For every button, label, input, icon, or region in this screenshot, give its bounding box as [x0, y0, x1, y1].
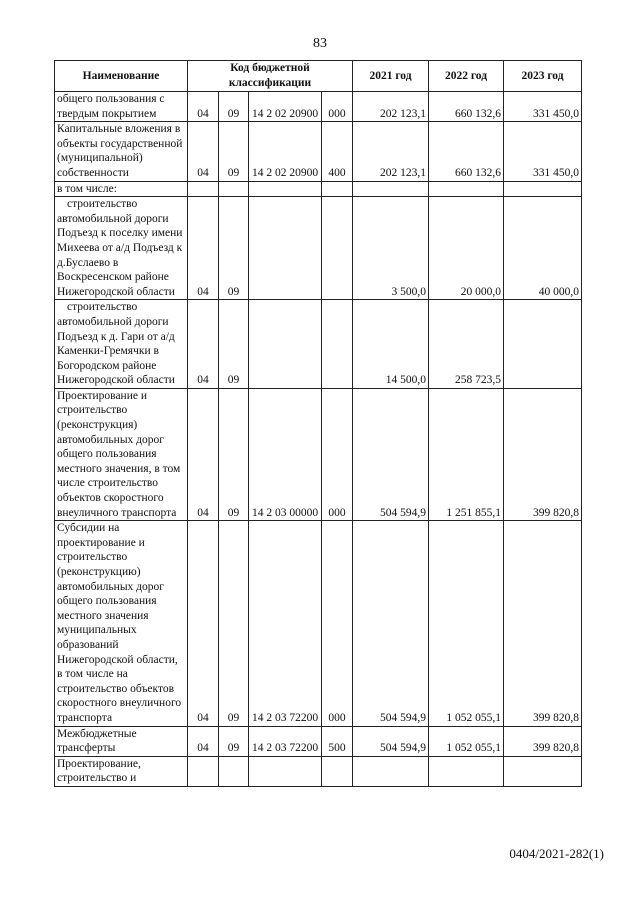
- row-name-cell: строительство автомобильной дороги Подъезд к поселку имени Михеева от а/д Подъезд к д.Буслаево в Воскресенском районе Нижегородской области: [55, 197, 188, 300]
- table-row: [55, 726, 582, 756]
- row-code-subsection-cell: [219, 181, 249, 197]
- row-code-subsection-cell: 09: [219, 388, 249, 520]
- row-value-2022-cell: 1 052 055,1: [429, 521, 504, 726]
- row-code-section-cell: [188, 181, 219, 197]
- table-row: [55, 300, 582, 389]
- row-name-cell: Капитальные вложения в объекты государственной (муниципальной) собственности: [55, 122, 188, 181]
- row-value-2023-cell: [504, 756, 582, 786]
- row-code-type-cell: [322, 300, 353, 389]
- row-name-cell: Проектирование и строительство (реконструкция) автомобильных дорог общего пользования местного значения, в том числе строительство объектов скоростного внеуличного транспорта: [55, 388, 188, 520]
- row-value-2023-cell: 331 450,0: [504, 122, 582, 181]
- row-code-subsection-cell: 09: [219, 521, 249, 726]
- row-code-section-cell: 04: [188, 122, 219, 181]
- row-code-article-cell: 14 2 03 00000: [249, 388, 322, 520]
- row-value-2021-cell: 504 594,9: [353, 521, 429, 726]
- row-code-section-cell: 04: [188, 726, 219, 756]
- row-code-subsection-cell: 09: [219, 726, 249, 756]
- row-value-2022-cell: 1 052 055,1: [429, 726, 504, 756]
- table-row: [55, 197, 582, 300]
- row-code-type-cell: [322, 197, 353, 300]
- row-code-type-cell: 000: [322, 521, 353, 726]
- table-row: [55, 92, 582, 122]
- row-value-2023-cell: 399 820,8: [504, 726, 582, 756]
- row-value-2023-cell: 399 820,8: [504, 521, 582, 726]
- table-row: [55, 122, 582, 181]
- row-code-type-cell: 500: [322, 726, 353, 756]
- row-code-subsection-cell: 09: [219, 92, 249, 122]
- row-name-cell: Межбюджетные трансферты: [55, 726, 188, 756]
- row-value-2021-cell: 3 500,0: [353, 197, 429, 300]
- table-header-row: [55, 61, 582, 92]
- row-name-cell: общего пользования с твердым покрытием: [55, 92, 188, 122]
- row-name-cell: в том числе:: [55, 181, 188, 197]
- row-code-subsection-cell: [219, 756, 249, 786]
- row-name-cell: Субсидии на проектирование и строительство (реконструкцию) автомобильных дорог общего пользования местного значения муниципальных образований Нижегородской области, в том числе на строительство объектов скоростного внеуличного транспорта: [55, 521, 188, 726]
- table-row: [55, 388, 582, 520]
- row-value-2022-cell: [429, 756, 504, 786]
- row-code-article-cell: [249, 300, 322, 389]
- row-code-type-cell: [322, 756, 353, 786]
- row-value-2023-cell: 331 450,0: [504, 92, 582, 122]
- header-name: Наименование: [55, 61, 188, 92]
- row-code-section-cell: 04: [188, 300, 219, 389]
- row-code-subsection-cell: 09: [219, 300, 249, 389]
- row-code-section-cell: 04: [188, 197, 219, 300]
- budget-table: [54, 60, 582, 787]
- header-2021: 2021 год: [353, 61, 429, 92]
- table-row: [55, 756, 582, 786]
- row-value-2021-cell: [353, 756, 429, 786]
- row-value-2021-cell: 14 500,0: [353, 300, 429, 389]
- row-value-2021-cell: 202 123,1: [353, 122, 429, 181]
- row-code-section-cell: [188, 756, 219, 786]
- row-value-2022-cell: 258 723,5: [429, 300, 504, 389]
- row-code-section-cell: 04: [188, 521, 219, 726]
- row-name-cell: строительство автомобильной дороги Подъезд к д. Гари от а/д Каменки-Гремячки в Богородском районе Нижегородской области: [55, 300, 188, 389]
- header-2023: 2023 год: [504, 61, 582, 92]
- header-code: Код бюджетной классификации: [188, 61, 353, 92]
- row-code-article-cell: [249, 756, 322, 786]
- row-value-2021-cell: 504 594,9: [353, 388, 429, 520]
- row-value-2023-cell: [504, 300, 582, 389]
- row-value-2022-cell: 660 132,6: [429, 122, 504, 181]
- row-code-section-cell: 04: [188, 388, 219, 520]
- row-value-2023-cell: [504, 181, 582, 197]
- row-code-article-cell: 14 2 02 20900: [249, 92, 322, 122]
- header-2022: 2022 год: [429, 61, 504, 92]
- document-id: 0404/2021-282(1): [509, 846, 604, 861]
- row-code-article-cell: [249, 197, 322, 300]
- row-name-cell: Проектирование, строительство и: [55, 756, 188, 786]
- row-value-2023-cell: 399 820,8: [504, 388, 582, 520]
- row-code-section-cell: 04: [188, 92, 219, 122]
- row-code-subsection-cell: 09: [219, 197, 249, 300]
- row-value-2023-cell: 40 000,0: [504, 197, 582, 300]
- table-body: [55, 92, 582, 787]
- row-value-2022-cell: 660 132,6: [429, 92, 504, 122]
- row-value-2022-cell: 20 000,0: [429, 197, 504, 300]
- row-code-type-cell: 400: [322, 122, 353, 181]
- table-row: [55, 521, 582, 726]
- row-value-2022-cell: [429, 181, 504, 197]
- row-value-2021-cell: [353, 181, 429, 197]
- page-number: 83: [313, 36, 327, 51]
- row-code-article-cell: 14 2 02 20900: [249, 122, 322, 181]
- row-code-article-cell: 14 2 03 72200: [249, 521, 322, 726]
- row-code-type-cell: [322, 181, 353, 197]
- row-code-subsection-cell: 09: [219, 122, 249, 181]
- row-code-article-cell: [249, 181, 322, 197]
- row-value-2021-cell: 202 123,1: [353, 92, 429, 122]
- table-row: [55, 181, 582, 197]
- row-value-2021-cell: 504 594,9: [353, 726, 429, 756]
- row-value-2022-cell: 1 251 855,1: [429, 388, 504, 520]
- row-code-type-cell: 000: [322, 92, 353, 122]
- row-code-type-cell: 000: [322, 388, 353, 520]
- row-code-article-cell: 14 2 03 72200: [249, 726, 322, 756]
